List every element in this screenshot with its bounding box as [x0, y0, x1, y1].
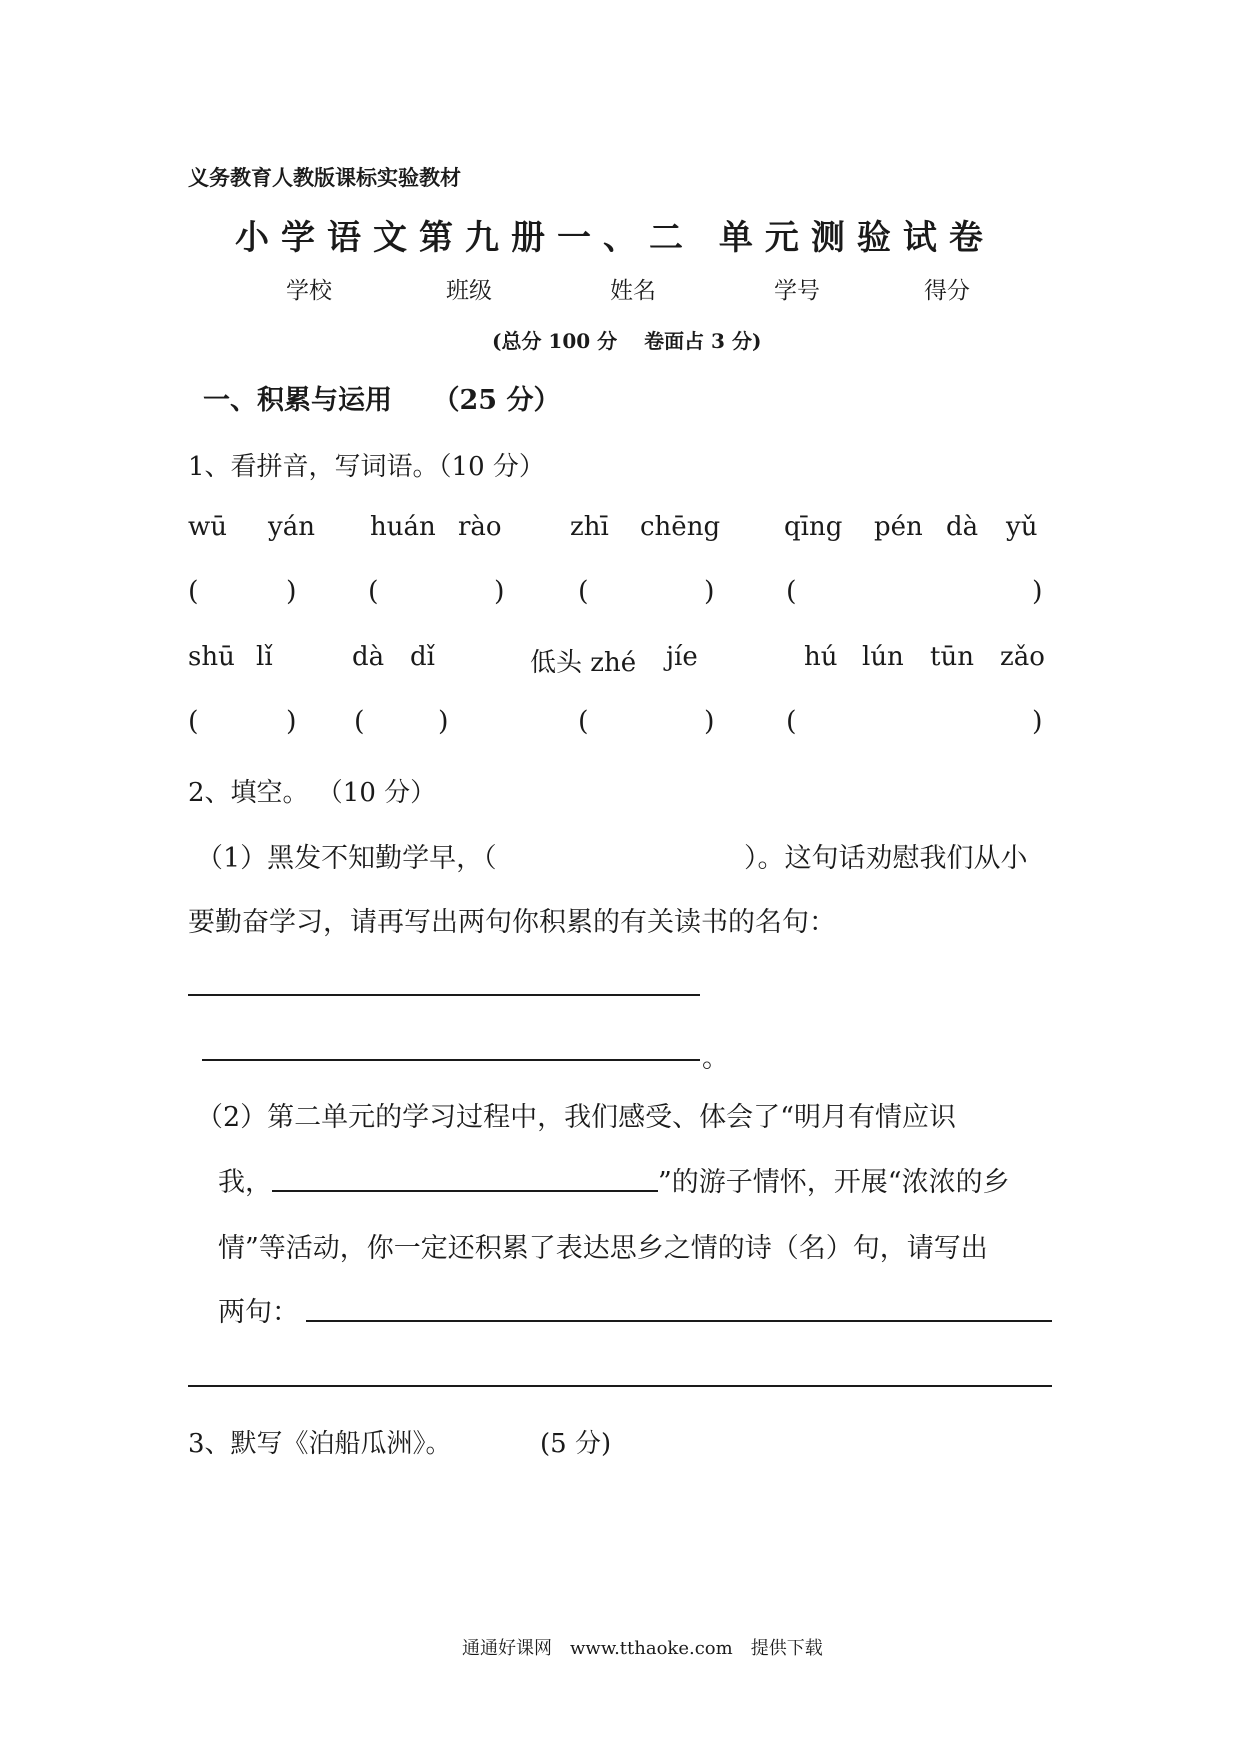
question-3-prompt: 3、默写《泊船瓜洲》。 — [188, 1429, 452, 1459]
close-paren: ) — [704, 706, 715, 737]
pinyin: rào — [458, 512, 502, 542]
pinyin: tūn — [930, 642, 974, 672]
question-2-prompt: 2、填空。 （10 分） — [188, 778, 437, 808]
question-3-points: (5 分) — [540, 1429, 612, 1459]
footer-source: 通通好课网 www.tthaoke.com 提供下载 — [462, 1638, 823, 1659]
close-paren: ) — [494, 576, 505, 607]
open-paren: ( — [188, 576, 199, 607]
info-school: 学校 — [286, 278, 332, 304]
q2-part2-text-c: ”的游子情怀，开展“浓浓的乡 — [658, 1167, 1010, 1198]
pinyin-row-2 — [0, 642, 1240, 682]
section-heading: 一、积累与运用 （25 分） — [203, 385, 561, 416]
q2-part1-text-c: 要勤奋学习，请再写出两句你积累的有关读书的名句： — [188, 907, 836, 938]
pinyin: huán — [370, 512, 436, 542]
info-name: 姓名 — [610, 278, 656, 304]
open-paren: ( — [354, 706, 365, 737]
q2-part2-text-b: 我， — [218, 1167, 272, 1198]
page-title: 小学语文第九册一、二 单元测验试卷 — [235, 218, 995, 258]
score-note: (总分 100 分 卷面占 3 分) — [492, 329, 762, 353]
pinyin: pén — [874, 512, 923, 542]
open-paren: ( — [786, 706, 797, 737]
answer-line[interactable] — [202, 1059, 700, 1061]
answer-row-1 — [0, 576, 1240, 616]
pinyin: lún — [862, 642, 904, 672]
answer-line[interactable] — [188, 1385, 1052, 1387]
pinyin: dà — [946, 512, 979, 542]
close-paren: ) — [1032, 576, 1043, 607]
answer-line[interactable] — [306, 1320, 1052, 1322]
answer-row-2 — [0, 706, 1240, 746]
pinyin: lǐ — [256, 642, 273, 672]
q2-part2-text-a: （2）第二单元的学习过程中，我们感受、体会了“明月有情应识 — [196, 1102, 956, 1133]
q2-part2-text-e: 两句： — [218, 1297, 299, 1328]
pinyin: zǎo — [1000, 642, 1045, 672]
pinyin: shū — [188, 642, 235, 672]
open-paren: ( — [578, 706, 589, 737]
open-paren: ( — [188, 706, 199, 737]
open-paren: ( — [786, 576, 797, 607]
pinyin: chēng — [640, 512, 721, 542]
pinyin: dà — [352, 642, 385, 672]
pinyin: yán — [268, 512, 315, 542]
close-paren: ) — [286, 576, 297, 607]
question-1-prompt: 1、看拼音，写词语。（10 分） — [188, 452, 545, 482]
close-paren: ) — [438, 706, 449, 737]
pinyin: qīng — [784, 512, 843, 542]
pinyin: jíe — [666, 642, 698, 672]
open-paren: ( — [578, 576, 589, 607]
q2-part1-text-b: ）。这句话劝慰我们从小 — [744, 843, 1028, 874]
pinyin: zhī — [570, 512, 609, 542]
info-class: 班级 — [446, 278, 492, 304]
close-paren: ) — [704, 576, 715, 607]
open-paren: ( — [368, 576, 379, 607]
q2-part2-text-d: 情”等活动，你一定还积累了表达思乡之情的诗（名）句，请写出 — [218, 1233, 988, 1264]
close-paren: ) — [1032, 706, 1043, 737]
textbook-label: 义务教育人教版课标实验教材 — [188, 165, 461, 190]
answer-line[interactable] — [272, 1190, 658, 1192]
close-paren: ) — [286, 706, 297, 737]
pinyin: yǔ — [1006, 512, 1038, 542]
info-student-number: 学号 — [774, 278, 820, 304]
answer-line[interactable] — [188, 994, 700, 996]
pinyin: 低头 zhé — [530, 648, 637, 678]
pinyin: wū — [188, 512, 227, 542]
q2-part1-text-a: （1）黑发不知勤学早，（ — [196, 843, 497, 874]
pinyin: dǐ — [410, 642, 435, 672]
pinyin: hú — [804, 642, 838, 672]
pinyin-row-1 — [0, 512, 1240, 552]
info-score: 得分 — [924, 278, 970, 304]
period: 。 — [702, 1043, 729, 1074]
